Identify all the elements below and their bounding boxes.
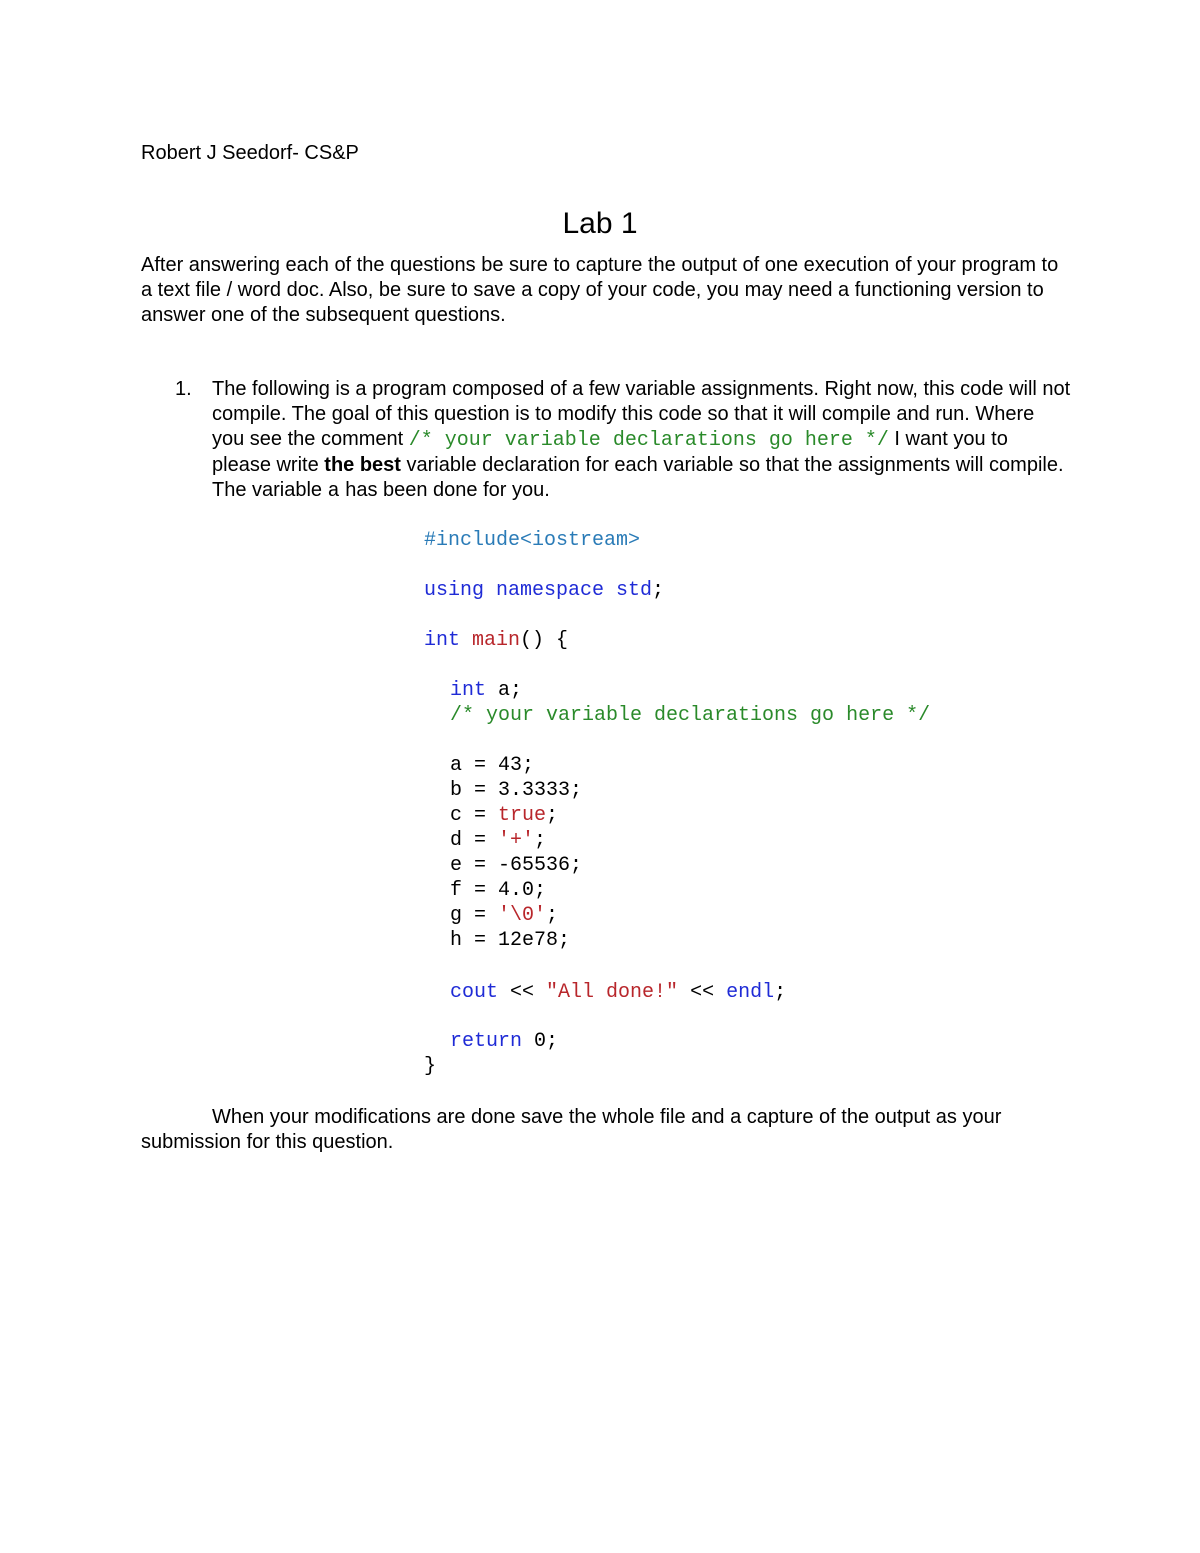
code-assign-e: e = -65536; xyxy=(450,854,583,877)
question-text-part: variable declaration for each variable so that the assignments will compile. The variable xyxy=(212,454,1064,501)
code-close-brace: } xyxy=(424,1055,437,1078)
inline-variable: a xyxy=(327,480,340,503)
code-assign-g xyxy=(450,903,558,928)
code-op: << xyxy=(498,981,547,1004)
literal-char: '+' xyxy=(498,829,535,852)
keyword: cout xyxy=(450,981,499,1004)
code-main-signature xyxy=(424,628,568,653)
code-text: c = xyxy=(450,804,499,827)
keyword: endl xyxy=(726,981,775,1004)
code-return xyxy=(450,1029,558,1054)
code-punct: ; xyxy=(774,981,787,1004)
question-number: 1. xyxy=(175,378,192,400)
code-op: << xyxy=(678,981,727,1004)
literal-true: true xyxy=(498,804,547,827)
code-text: g = xyxy=(450,904,499,927)
code-assign-d xyxy=(450,828,546,853)
inline-code-comment: /* your variable declarations go here */ xyxy=(408,429,889,452)
code-assign-f: f = 4.0; xyxy=(450,879,547,902)
intro-paragraph: After answering each of the questions be sure to capture the output of one execution of your program to a text file / word doc. Also, be sure to save a copy of your code, you may need a functioning version to answer one of the subsequent questions. xyxy=(141,254,1059,326)
closing-paragraph xyxy=(141,1105,1041,1155)
page-title: Lab 1 xyxy=(562,207,638,240)
keyword: int xyxy=(450,679,487,702)
code-text: d = xyxy=(450,829,499,852)
question-text-part: has been done for you. xyxy=(339,479,550,501)
keyword: int xyxy=(424,629,461,652)
code-using xyxy=(424,578,664,603)
code-punct: ; xyxy=(534,829,547,852)
question-text-part: The following is a program composed of a few variable assignments. Right now, this code will not compile. The goal of this question is to modify this code so that it will compile and run. Where you see the comment xyxy=(212,378,1071,450)
keyword: return xyxy=(450,1030,523,1053)
code-text: 0; xyxy=(522,1030,559,1053)
code-assign-h: h = 12e78; xyxy=(450,929,571,952)
code-decl-a xyxy=(450,678,522,703)
code-include: #include<iostream> xyxy=(424,529,641,552)
code-assign-c xyxy=(450,803,558,828)
closing-text: When your modifications are done save the whole file and a capture of the output as your submission for this question. xyxy=(141,1106,1002,1153)
question-1-text xyxy=(212,377,1072,504)
code-punct: () { xyxy=(520,629,569,652)
code-text: a; xyxy=(486,679,523,702)
function-name: main xyxy=(472,629,521,652)
code-cout xyxy=(450,980,786,1005)
literal-char: '\0' xyxy=(498,904,547,927)
question-text-part: I want you to please write xyxy=(212,428,1008,476)
string-literal: "All done!" xyxy=(546,981,679,1004)
code-punct: ; xyxy=(546,804,559,827)
keyword: using namespace std xyxy=(424,579,653,602)
code-decl-comment: /* your variable declarations go here */ xyxy=(450,704,931,727)
author-line: Robert J Seedorf- CS&P xyxy=(141,142,359,164)
code-punct: ; xyxy=(652,579,665,602)
code-assign-a: a = 43; xyxy=(450,754,535,777)
code-assign-b: b = 3.3333; xyxy=(450,779,583,802)
emphasis-text: the best xyxy=(324,454,401,476)
code-punct: ; xyxy=(546,904,559,927)
